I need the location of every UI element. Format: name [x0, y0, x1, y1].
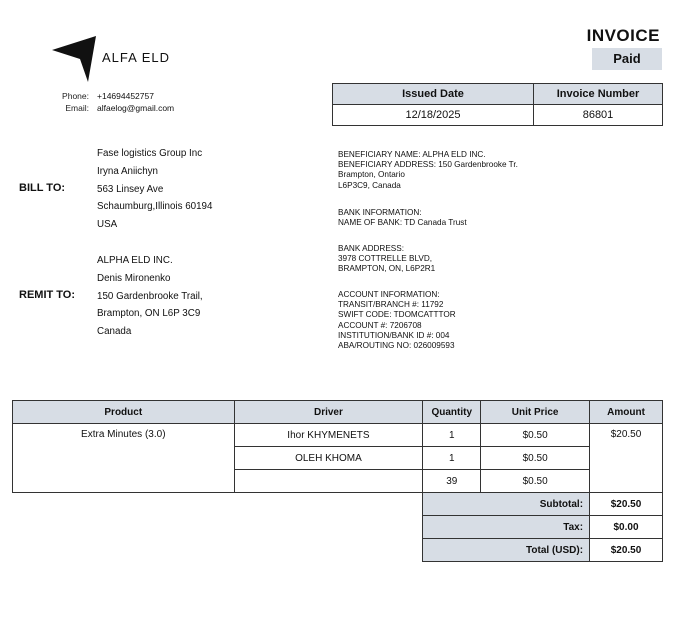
driver-cell [234, 470, 423, 493]
invoice-number-header: Invoice Number [534, 84, 663, 105]
items-table [12, 400, 663, 562]
bank-address-block [338, 244, 435, 275]
table-row [13, 424, 663, 447]
unit-price-cell: $0.50 [481, 470, 590, 493]
remit-to-line: Canada [97, 326, 132, 338]
contact-info [40, 91, 174, 114]
issued-date-header: Issued Date [333, 84, 534, 105]
bank-line: BANK ADDRESS: [338, 244, 404, 253]
phone-label: Phone: [62, 91, 89, 101]
bank-line: ABA/ROUTING NO: 026009593 [338, 341, 455, 351]
bill-to-line: Iryna Aniichyn [97, 165, 158, 177]
account-info-block [338, 290, 456, 351]
driver-cell: OLEH KHOMA [234, 447, 423, 470]
company-logo-icon [50, 34, 100, 84]
bill-to-line: USA [97, 219, 118, 231]
bank-line: NAME OF BANK: TD Canada Trust [338, 218, 467, 228]
bill-to-line: Schaumburg,Illinois 60194 [97, 201, 213, 213]
bank-line: 3978 COTTRELLE BLVD, [338, 254, 433, 264]
issued-date-value: 12/18/2025 [333, 105, 534, 126]
bill-to-line: Fase logistics Group Inc [97, 148, 203, 159]
bank-line: BENEFICIARY NAME: ALPHA ELD INC. [338, 150, 486, 159]
email-value: alfaelog@gmail.com [97, 102, 175, 113]
tax-row [13, 516, 663, 539]
total-label: Total (USD): [423, 539, 590, 562]
subtotal-row [13, 493, 663, 516]
remit-to-line: Denis Mironenko [97, 272, 171, 284]
subtotal-value: $20.50 [590, 493, 663, 516]
company-name: ALFA ELD [102, 50, 170, 65]
remit-to-line: ALPHA ELD INC. [97, 255, 173, 266]
driver-header: Driver [234, 401, 423, 424]
invoice-meta-table [332, 83, 663, 126]
remit-to-line: Brampton, ON L6P 3C9 [97, 308, 201, 320]
email-label: Email: [65, 102, 89, 113]
bank-line: BRAMPTON, ON, L6P2R1 [338, 264, 436, 274]
remit-to-line: 150 Gardenbrooke Trail, [97, 290, 203, 302]
bank-line: ACCOUNT #: 7206708 [338, 320, 422, 330]
quantity-cell: 1 [423, 447, 481, 470]
bank-line: L6P3C9, Canada [338, 180, 401, 190]
phone-row [40, 91, 174, 103]
remit-to-address [97, 252, 203, 341]
total-row [13, 539, 663, 562]
tax-label: Tax: [423, 516, 590, 539]
bank-line: BENEFICIARY ADDRESS: 150 Gardenbrooke Tr. [338, 160, 518, 170]
bank-line: INSTITUTION/BANK ID #: 004 [338, 330, 450, 340]
subtotal-label: Subtotal: [423, 493, 590, 516]
bank-line: ACCOUNT INFORMATION: [338, 290, 440, 299]
tax-value: $0.00 [590, 516, 663, 539]
bank-line: BANK INFORMATION: [338, 208, 422, 217]
amount-header: Amount [590, 401, 663, 424]
total-value: $20.50 [590, 539, 663, 562]
product-header: Product [13, 401, 235, 424]
quantity-header: Quantity [423, 401, 481, 424]
quantity-cell: 1 [423, 424, 481, 447]
phone-value: +14694452757 [97, 91, 154, 101]
bank-line: TRANSIT/BRANCH #: 11792 [338, 300, 444, 310]
bill-to-label: BILL TO: [19, 182, 66, 194]
bank-info-block [338, 208, 467, 228]
email-row [40, 103, 174, 115]
driver-cell: Ihor KHYMENETS [234, 424, 423, 447]
unit-price-cell: $0.50 [481, 447, 590, 470]
unit-price-cell: $0.50 [481, 424, 590, 447]
bank-line: SWIFT CODE: TDOMCATTTOR [338, 310, 456, 320]
remit-to-label: REMIT TO: [19, 289, 76, 301]
quantity-cell: 39 [423, 470, 481, 493]
beneficiary-block [338, 150, 518, 191]
bill-to-address [97, 145, 212, 234]
items-header-row [13, 401, 663, 424]
product-cell: Extra Minutes (3.0) [13, 424, 235, 493]
amount-cell: $20.50 [590, 424, 663, 493]
invoice-number-value: 86801 [534, 105, 663, 126]
bill-to-line: 563 Linsey Ave [97, 183, 164, 195]
bank-line: Brampton, Ontario [338, 170, 405, 180]
status-badge: Paid [592, 48, 662, 70]
invoice-title: INVOICE [586, 26, 660, 45]
unit-price-header: Unit Price [481, 401, 590, 424]
